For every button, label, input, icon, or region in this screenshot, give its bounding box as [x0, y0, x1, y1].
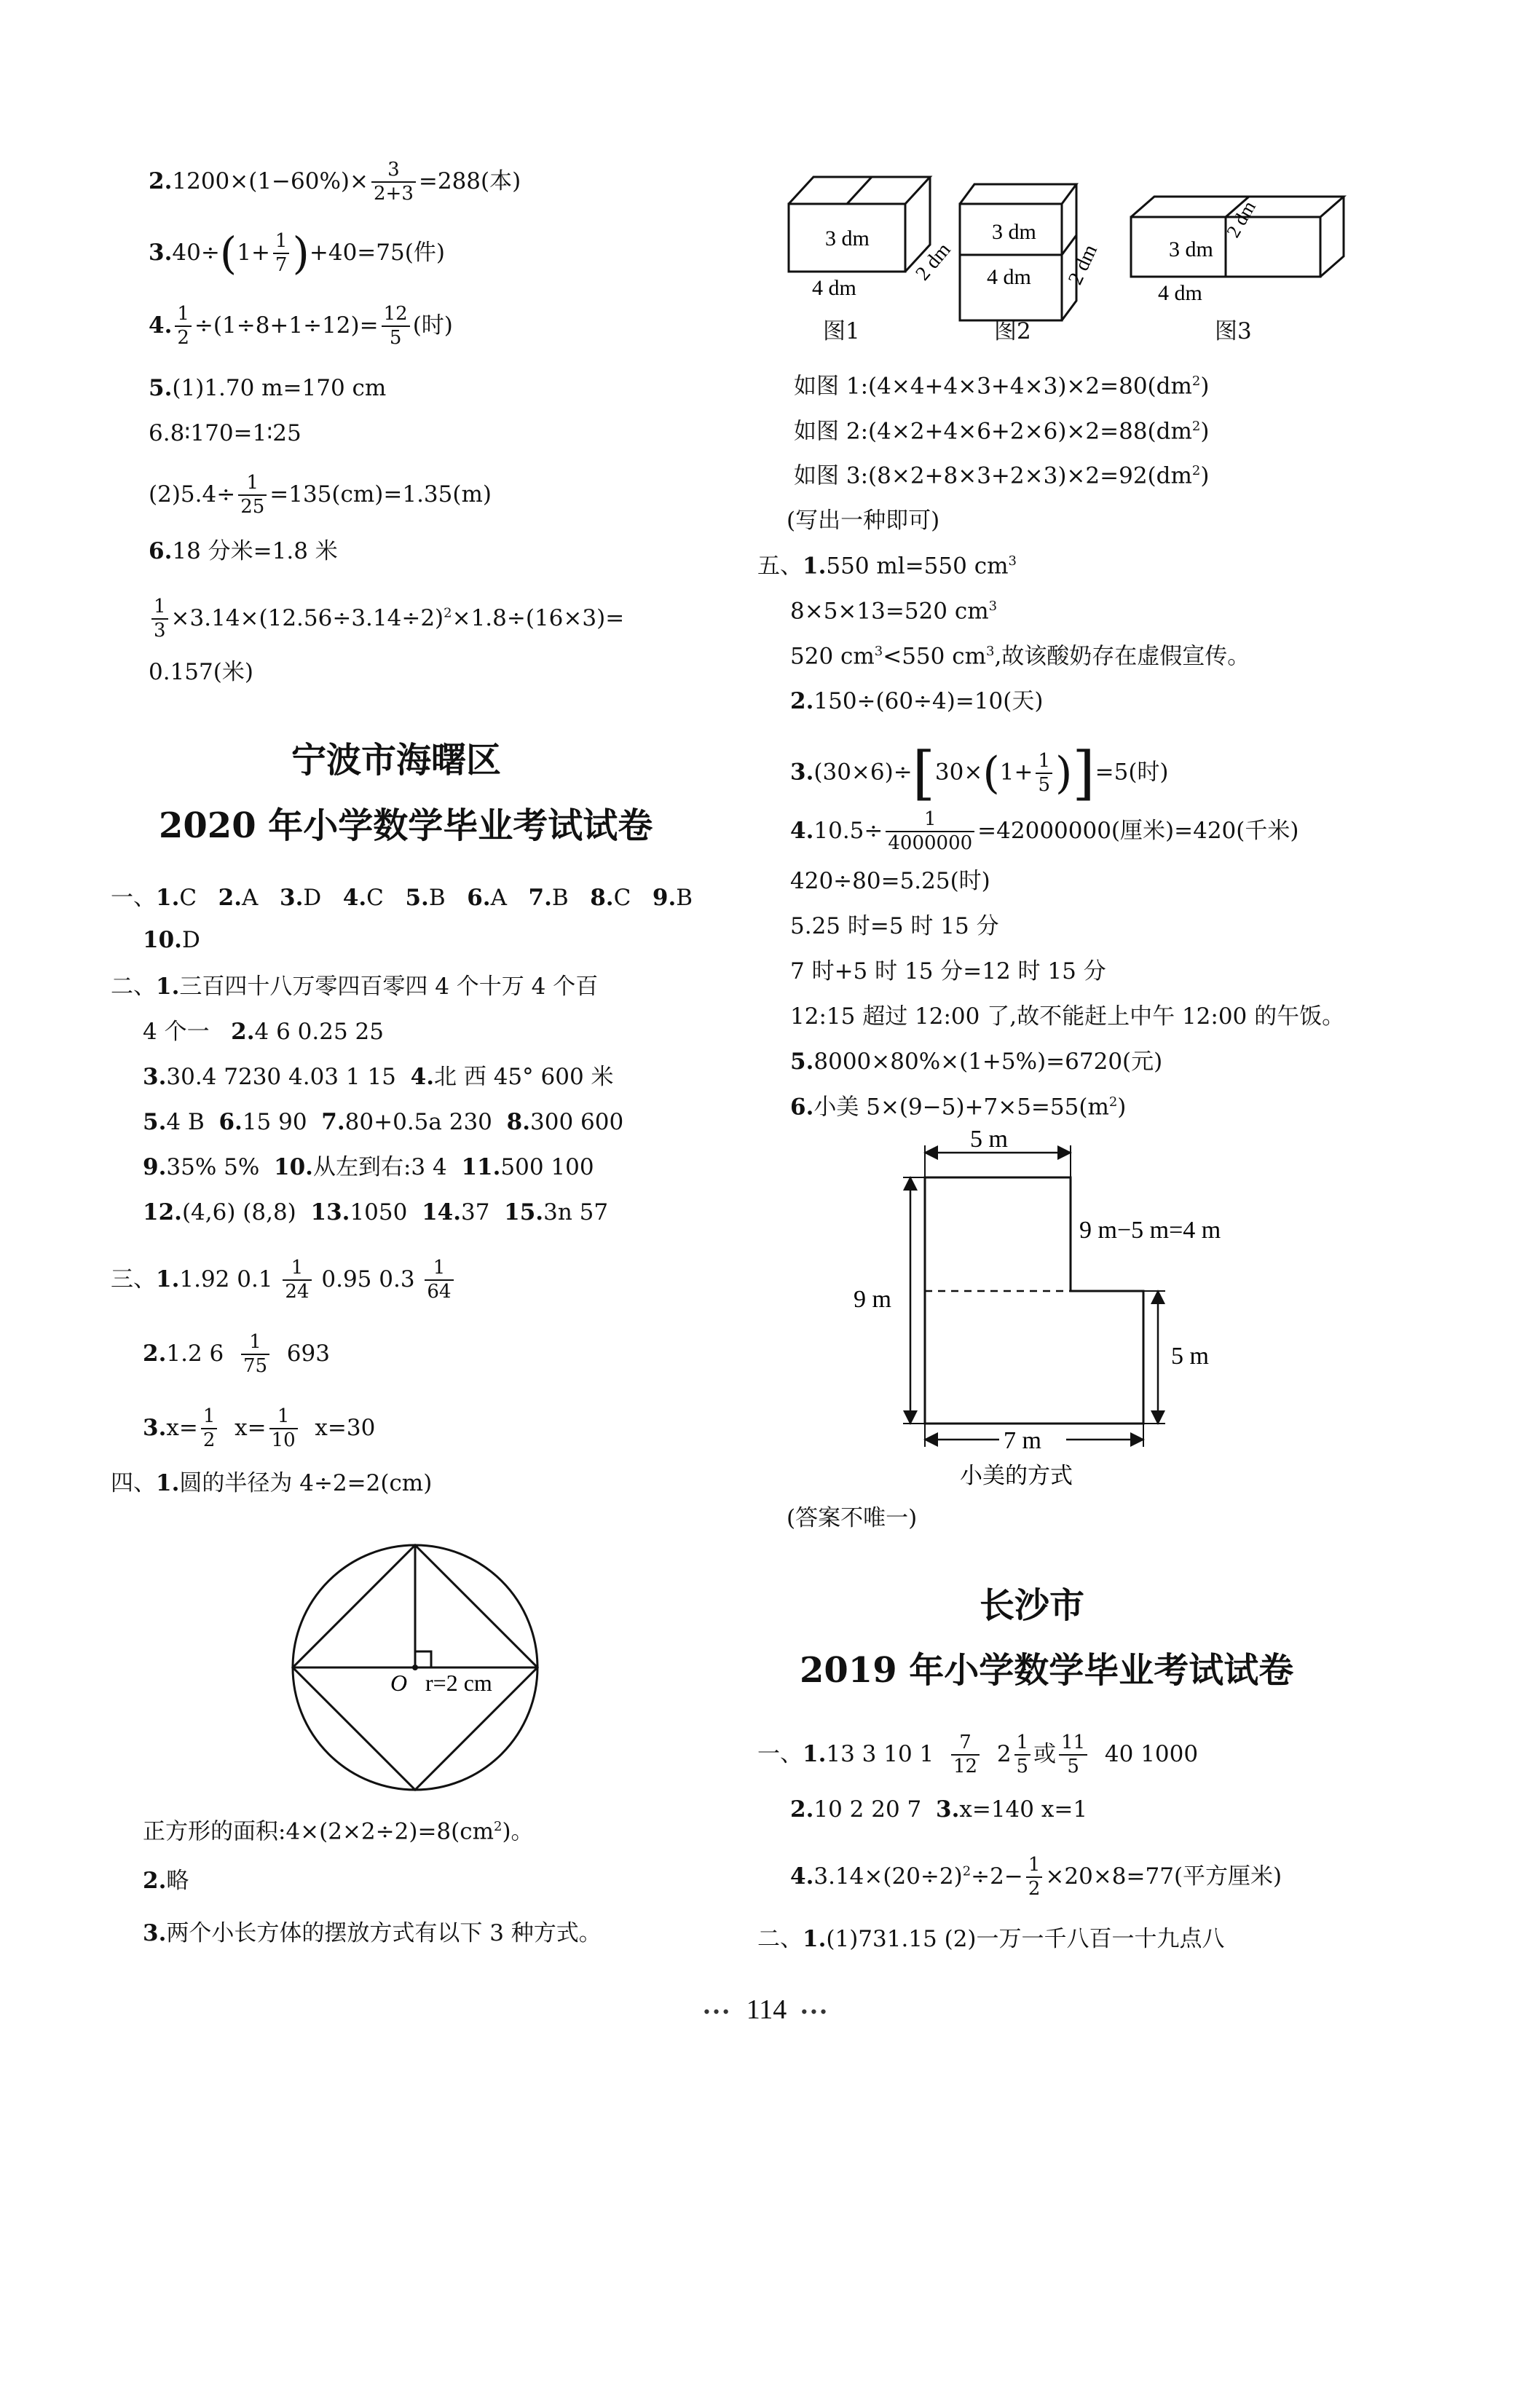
fraction: $\frac{1}{24}$: [283, 1258, 311, 1303]
cs-section-1-line3: $4.3.14\times(20\div 2)^2\div 2-$ $\frac{1}{2}$ ×20×8=77(平方厘米): [790, 1854, 1282, 1900]
decor-dots-right: •••: [800, 2001, 830, 2023]
answer-2-line: 2.1200×(1−60%)× $\frac{3}{2+3}$ =288(本): [149, 159, 521, 205]
section-5-line1: 五、1.550 ml=550 $cm^3$: [757, 553, 1017, 580]
right-angle-mark: [415, 1651, 431, 1667]
figure-3-calc: 如图 $3:(8\times 2+8\times 3+2\times 3)\times 2=92(dm^2)$: [794, 462, 1210, 489]
section-3-line2: 2.1.2 6 $\frac{1}{75}$ 693: [143, 1331, 330, 1378]
answer-4-line: 4. $\frac{1}{2}$ ÷(1÷8+1÷12)= $\frac{12}{5}$ (时): [149, 303, 453, 350]
section-5-line12: 6.小美 $5\times(9-5)+7\times 5=55(m^2)$: [790, 1094, 1127, 1121]
section-5-line10: 12:15 超过 12:00 了,故不能赶上中午 12:00 的午饭。: [790, 1003, 1345, 1030]
l-shape-diagram: [845, 1125, 1253, 1496]
section-2-line6: 12.(4,6) (8,8) 13.1050 14.37 15.3n 57: [143, 1199, 609, 1225]
center-label: O: [390, 1670, 408, 1696]
box-figure-3: [1125, 189, 1358, 306]
section-1-line2: 10.D: [143, 927, 200, 953]
section-4-line2: 2.略: [143, 1868, 189, 1894]
fraction: $\frac{1}{64}$: [425, 1258, 453, 1303]
fraction: $\frac{1}{7}$: [273, 232, 290, 276]
section-2-line1: 二、1.三百四十八万零四百零四 4 个十万 4 个百: [111, 974, 599, 1000]
svg-text:2 dm: 2 dm: [1222, 197, 1260, 242]
answer-6-line1: 6.18 分米=1.8 米: [149, 538, 338, 564]
section-4-line3: 3.两个小长方体的摆放方式有以下 3 种方式。: [143, 1920, 602, 1946]
fraction: $\frac{1}{4000000}$: [886, 810, 974, 854]
answer-5-line3: (2)5.4÷ $\frac{1}{25}$ =135(cm)=1.35(m): [149, 472, 492, 518]
fraction: $\frac{1}{3}$: [151, 597, 168, 642]
fraction: $\frac{7}{12}$: [951, 1733, 980, 1777]
section-1-line1: 一、1.C 2.A 3.D 4.C 5.B 6.A 7.B 8.C 9.B: [111, 885, 693, 911]
cs-section-1-line2: 2.10 2 20 7 3.x=140 x=1: [790, 1796, 1088, 1823]
svg-text:2 dm: 2 dm: [911, 238, 955, 285]
section-5-line8: 5.25 时=5 时 15 分: [790, 913, 999, 939]
svg-text:2 dm: 2 dm: [1063, 241, 1103, 288]
figure-2-calc: 如图 $2:(4\times 2+4\times 6+2\times 6)\times 2=88(dm^2)$: [794, 418, 1210, 445]
svg-text:4 dm: 4 dm: [812, 276, 856, 300]
fraction: $\frac{1}{75}$: [241, 1333, 269, 1377]
svg-text:4 dm: 4 dm: [1158, 281, 1202, 305]
answer-5-line2: 6.8∶170=1∶25: [149, 420, 302, 446]
svg-text:3 dm: 3 dm: [825, 226, 870, 250]
exam-subtitle-changsha: 2019 年小学数学毕业考试试卷: [800, 1650, 1294, 1691]
fraction: $\frac{12}{5}$: [382, 304, 410, 349]
section-5-line5: 3.(30×6)÷[30×(1+ $\frac{1}{5}$ )]=5(时): [790, 739, 1169, 807]
exam-subtitle-ningbo: 2020 年小学数学毕业考试试卷: [159, 805, 653, 846]
fraction: $\frac{1}{2}$: [175, 304, 192, 349]
section-5-line11: 5.8000×80%×(1+5%)=6720(元): [790, 1049, 1163, 1075]
l-shape-outline: [925, 1177, 1143, 1424]
figure-2-caption: 图2: [994, 318, 1031, 344]
exam-title-ningbo: 宁波市海曙区: [291, 740, 502, 781]
answer-6-line2: $\frac{1}{3}$ $\times 3.14\times(12.56\div 3.14\div 2)^2\times 1.8\div(16\times 3)=$: [149, 597, 624, 642]
exam-title-changsha: 长沙市: [980, 1585, 1085, 1626]
figure-1-caption: 图1: [823, 318, 860, 344]
shape-caption: 小美的方式: [960, 1463, 1073, 1488]
section-2-line4: 5.4 B 6.15 90 7.80+0.5a 230 8.300 600: [143, 1109, 624, 1135]
answer-5-line1: 5.(1)1.70 m=170 cm: [149, 375, 387, 401]
section-2-line5: 9.35% 5% 10.从左到右:3 4 11.500 100: [143, 1154, 594, 1180]
cs-section-1-line1: 一、1.13 3 10 1 $\frac{7}{12}$ 2 $\frac{1}{5}$ 或 $\frac{11}{5}$ 40 1000: [757, 1732, 1199, 1778]
radius-label: r=2 cm: [425, 1670, 492, 1696]
box-figure-2: [954, 178, 1114, 324]
section-3-line3: 3.x= $\frac{1}{2}$ x= $\frac{1}{10}$ x=30: [143, 1405, 376, 1452]
fraction: $\frac{1}{5}$: [1014, 1733, 1031, 1777]
answer-3-line: 3.40÷(1+ $\frac{1}{7}$ )+40=75(件): [149, 228, 445, 280]
section-5-line3: 520 $cm^3<550$ $cm^3$,故该酸奶存在虚假宣传。: [790, 643, 1250, 670]
section-2-line3: 3.30.4 7230 4.03 1 15 4.北 西 45° 600 米: [143, 1064, 614, 1090]
fraction: $\frac{1}{5}$: [1036, 751, 1052, 796]
section-4-area: 正方形的面积$:4\times(2\times 2\div 2)=8(cm^2)$。: [143, 1818, 534, 1845]
section-5-line7: 420÷80=5.25(时): [790, 868, 990, 894]
center-point: [412, 1665, 418, 1670]
section-5-line6: 4.10.5÷ $\frac{1}{4000000}$ =42000000(厘米)=420(千米): [790, 808, 1299, 855]
fraction: $\frac{1}{10}$: [269, 1407, 298, 1451]
figure-1-calc: 如图 $1:(4\times 4+4\times 3+4\times 3)\times 2=80(dm^2)$: [794, 373, 1210, 400]
svg-text:3 dm: 3 dm: [1169, 237, 1213, 261]
label-side: 9 m−5 m=4 m: [1079, 1217, 1221, 1244]
label-right: 5 m: [1171, 1343, 1209, 1370]
fraction: $\frac{3}{2+3}$: [371, 160, 416, 205]
fraction: $\frac{1}{2}$: [1026, 1855, 1043, 1900]
decor-dots-left: •••: [703, 2001, 733, 2023]
box-figure-1: [783, 164, 958, 302]
label-left: 9 m: [854, 1286, 891, 1313]
section-4-line1: 四、1.圆的半径为 4÷2=2(cm): [111, 1470, 433, 1496]
circle-square-diagram: [284, 1536, 546, 1799]
fraction: $\frac{11}{5}$: [1059, 1733, 1087, 1777]
cs-section-2-line1: 二、1.(1)731.15 (2)一万一千八百一十九点八: [757, 1926, 1225, 1952]
section-5-line9: 7 时+5 时 15 分=12 时 15 分: [790, 958, 1106, 984]
section-2-line2: 4 个一 2.4 6 0.25 25: [143, 1019, 384, 1045]
svg-text:4 dm: 4 dm: [987, 265, 1031, 289]
answer-6-line3: 0.157(米): [149, 659, 253, 685]
fraction: $\frac{1}{25}$: [238, 473, 267, 518]
section-3-line1: 三、1.1.92 0.1 $\frac{1}{24}$ 0.95 0.3 $\frac{1}{64}$: [111, 1258, 457, 1303]
label-top: 5 m: [970, 1126, 1008, 1153]
answer-not-unique-note: (答案不唯一): [787, 1505, 918, 1531]
fraction: $\frac{1}{2}$: [201, 1407, 218, 1451]
page-footer: [0, 1994, 1533, 2026]
section-5-line2: 8×5×13=520 $cm^3$: [790, 598, 998, 625]
figure-note: (写出一种即可): [787, 508, 940, 534]
section-5-line4: 2.150÷(60÷4)=10(天): [790, 688, 1044, 714]
page-number: 114: [746, 1994, 787, 2025]
svg-text:3 dm: 3 dm: [992, 220, 1036, 244]
figure-3-caption: 图3: [1215, 318, 1252, 344]
label-bottom: 7 m: [1004, 1427, 1041, 1454]
